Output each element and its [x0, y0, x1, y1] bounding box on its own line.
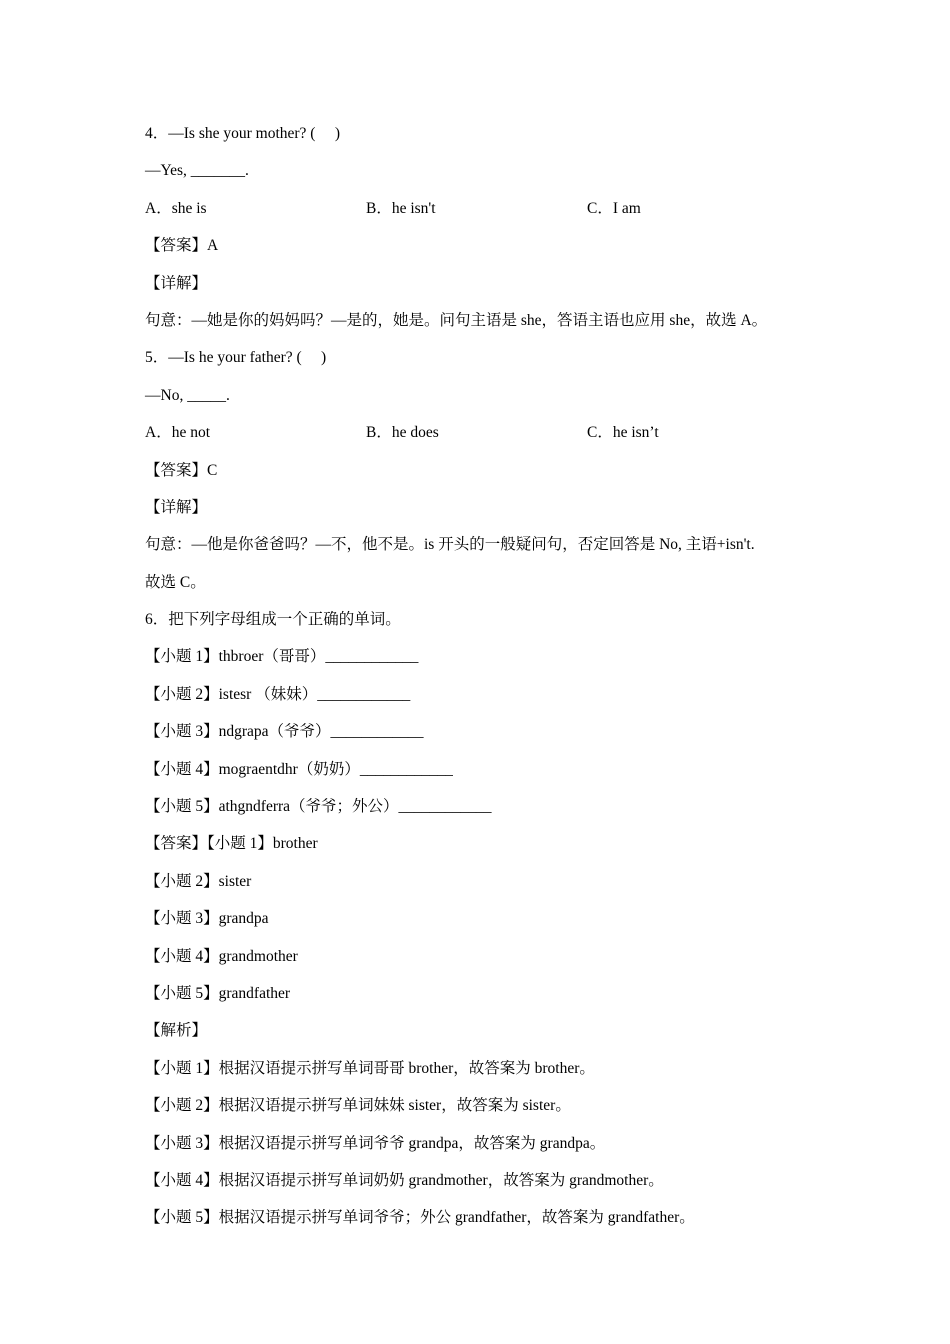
q4-option-b: B．he isn't [366, 199, 436, 217]
q5-detail-2: 故选 C。 [145, 573, 206, 591]
q6-answer-2: 【小题 2】sister [145, 872, 252, 890]
q4-option-c: C．I am [587, 199, 641, 217]
q5-detail-1: 句意：—他是你爸爸吗？—不，他不是。is 开头的一般疑问句，否定回答是 No, 主语+isn't. [145, 536, 755, 554]
q4-answer-line: —Yes, _______. [145, 162, 249, 180]
q6-answer-5: 【小题 5】grandfather [145, 984, 291, 1002]
q4-option-a: A．she is [145, 199, 207, 217]
q4-detail: 句意：—她是你的妈妈吗？—是的，她是。问句主语是 she，答语主语也应用 she，故选 A。 [145, 311, 768, 329]
q6-analysis-1: 【小题 1】根据汉语提示拼写单词哥哥 brother，故答案为 brother。 [145, 1059, 595, 1077]
q6-answer-1: 【答案】【小题 1】brother [145, 835, 318, 853]
q6-analysis-2: 【小题 2】根据汉语提示拼写单词妹妹 sister，故答案为 sister。 [145, 1097, 571, 1115]
q4-answer: 【答案】A [145, 237, 219, 255]
q5-answer-line: —No, _____. [145, 386, 230, 404]
q5-options [145, 420, 825, 457]
q6-item-1: 【小题 1】thbroer（哥哥）____________ [145, 648, 419, 666]
q6-item-3: 【小题 3】ndgrapa（爷爷）____________ [145, 723, 424, 741]
q6-analysis-4: 【小题 4】根据汉语提示拼写单词奶奶 grandmother，故答案为 grandmother。 [145, 1171, 664, 1189]
q6-answer-3: 【小题 3】grandpa [145, 910, 269, 928]
q6-item-5: 【小题 5】athgndferra（爷爷；外公）____________ [145, 798, 492, 816]
q6-analysis-label: 【解析】 [145, 1022, 208, 1040]
q5-option-a: A．he not [145, 424, 211, 442]
q5-option-b: B．he does [366, 424, 439, 442]
q6-stem: 6．把下列字母组成一个正确的单词。 [145, 611, 401, 629]
q5-detail-label: 【详解】 [145, 498, 208, 516]
q6-analysis-3: 【小题 3】根据汉语提示拼写单词爷爷 grandpa，故答案为 grandpa。 [145, 1134, 606, 1152]
q4-detail-label: 【详解】 [145, 274, 208, 292]
q4-options [145, 196, 825, 233]
q5-option-c: C．he isn’t [587, 424, 659, 442]
q6-item-4: 【小题 4】mograentdhr（奶奶）____________ [145, 760, 453, 778]
q5-stem: 5．—Is he your father? ( ) [145, 349, 327, 367]
q5-answer: 【答案】C [145, 461, 218, 479]
q6-item-2: 【小题 2】istesr （妹妹）____________ [145, 685, 411, 703]
q6-answer-4: 【小题 4】grandmother [145, 947, 298, 965]
q6-analysis-5: 【小题 5】根据汉语提示拼写单词爷爷；外公 grandfather，故答案为 grandfather。 [145, 1209, 695, 1227]
q4-stem: 4．—Is she your mother? ( ) [145, 125, 340, 142]
document-page [145, 121, 825, 1243]
